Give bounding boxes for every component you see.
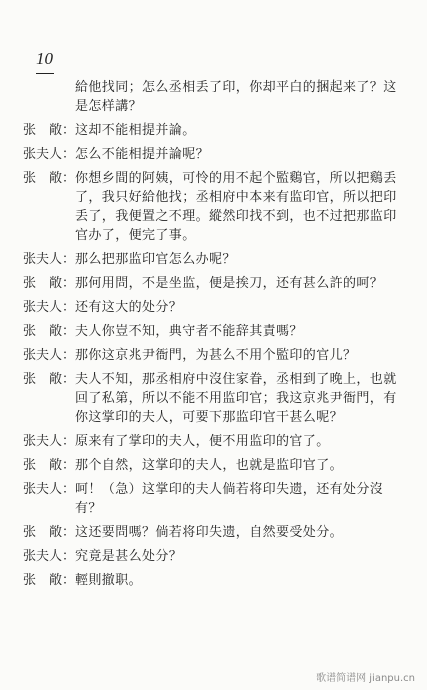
speaker-name: 张 敞： bbox=[23, 525, 76, 540]
speaker-name: 张夫人： bbox=[23, 147, 76, 162]
speaker-name: 张夫人： bbox=[23, 252, 76, 267]
speech-text: 那个自然，这掌印的夫人，也就是监印官了。 bbox=[75, 458, 344, 473]
speech-text: 呵！（急）这掌印的夫人倘若将印失遗，还有处分沒有？ bbox=[75, 482, 384, 516]
dialogue-line bbox=[23, 370, 403, 427]
dialogue-line bbox=[23, 145, 403, 164]
speaker-name: 张 敞： bbox=[23, 324, 76, 339]
page-mark bbox=[36, 73, 54, 74]
speaker-name: 张夫人： bbox=[23, 434, 76, 449]
dialogue-line bbox=[23, 480, 403, 518]
speech-text: 这却不能相提并論。 bbox=[75, 123, 196, 138]
speech-text: 夫人不知，那丞相府中沒住家眷，丞相到了晚上，也就回了私第，所以不能不用监印官；我这京兆尹衙門，有你这掌印的夫人，可要下那监印官干甚么呢？ bbox=[75, 372, 397, 425]
dialogue-line bbox=[23, 523, 403, 542]
dialogue-line bbox=[23, 432, 403, 451]
dialogue-line bbox=[23, 571, 403, 590]
speaker-name: 张夫人： bbox=[23, 549, 76, 564]
speech-text: 那何用問，不是坐监，便是挨刀，还有甚么許的呵？ bbox=[75, 276, 384, 291]
dialogue-line bbox=[23, 78, 403, 116]
speaker-name: 张 敞： bbox=[23, 458, 76, 473]
speech-text: 究竟是甚么处分？ bbox=[75, 549, 183, 564]
speech-text: 这还要問嗎？倘若将印失遗，自然要受处分。 bbox=[75, 525, 344, 540]
speaker-name: 张夫人： bbox=[23, 348, 76, 363]
page-number: 10 bbox=[36, 49, 53, 68]
dialogue-line bbox=[23, 346, 403, 365]
dialogue-line bbox=[23, 322, 403, 341]
speaker-name: 张夫人： bbox=[23, 300, 76, 315]
dialogue-line bbox=[23, 456, 403, 475]
speech-text: 还有这大的处分？ bbox=[75, 300, 183, 315]
dialogue-line bbox=[23, 121, 403, 140]
speech-text: 那你这京兆尹衙門，为甚么不用个監印的官儿？ bbox=[75, 348, 357, 363]
dialogue-line bbox=[23, 547, 403, 566]
speech-text: 你想乡間的阿姨，可怜的用不起个監鷄官，所以把鷄丢了，我只好給他找；丞相府中本来有监印官，所以把印丢了，我便置之不理。縱然印找不到，也不过把那监印官办了，便完了事。 bbox=[75, 171, 397, 243]
dialogue-line bbox=[23, 274, 403, 293]
speech-text: 給他找同；怎么丞相丢了印，你却平白的捆起来了？这是怎样講？ bbox=[75, 80, 397, 114]
speaker-name: 张 敞： bbox=[23, 573, 76, 588]
speaker-name: 张 敞： bbox=[23, 372, 76, 387]
speaker-name: 张 敞： bbox=[23, 123, 76, 138]
dialogue-line bbox=[23, 298, 403, 317]
speech-text: 夫人你豈不知，典守者不能辞其責嗎？ bbox=[75, 324, 303, 339]
speech-text: 原来有了掌印的夫人，便不用监印的官了。 bbox=[75, 434, 330, 449]
speaker-name: 张 敞： bbox=[23, 276, 76, 291]
dialogue-line bbox=[23, 250, 403, 269]
watermark: 歌谱简谱网 jianpu.cn bbox=[316, 673, 415, 684]
speech-text: 那么把那监印官怎么办呢？ bbox=[75, 252, 236, 267]
speech-text: 輕則撤职。 bbox=[75, 573, 143, 588]
speaker-name: 张 敞： bbox=[23, 171, 76, 186]
dialogue-list bbox=[23, 78, 403, 595]
speech-text: 怎么不能相提并論呢？ bbox=[75, 147, 210, 162]
dialogue-line bbox=[23, 169, 403, 245]
speaker-name: 张夫人： bbox=[23, 482, 76, 497]
